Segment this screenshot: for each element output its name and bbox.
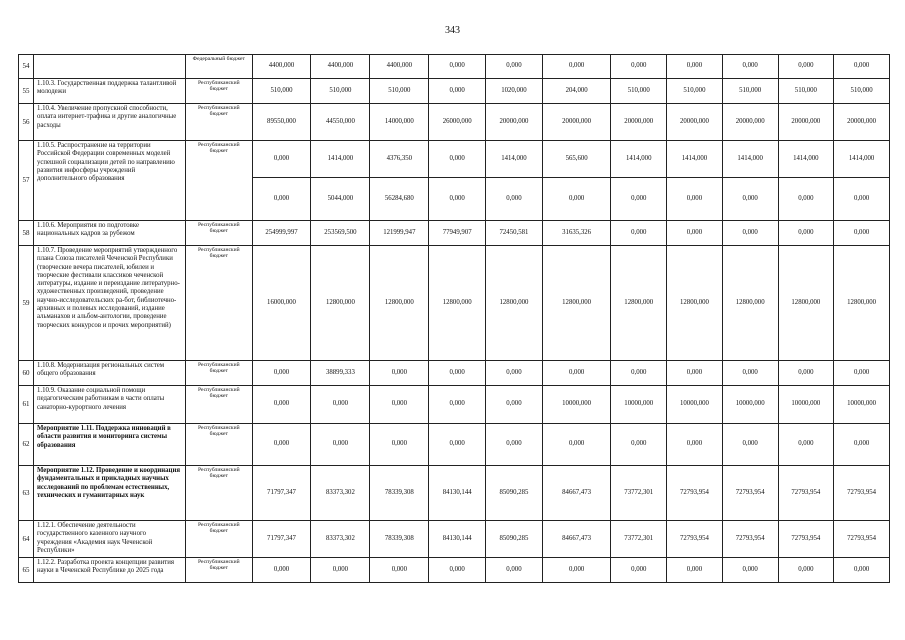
amount-cell: 0,000	[542, 178, 611, 221]
activity-name: Мероприятие 1.11. Поддержка инноваций в области развития и мониторинга системы образования	[33, 424, 185, 466]
amount-cell: 72793,954	[722, 521, 778, 558]
amount-cell: 0,000	[667, 558, 723, 583]
activity-name	[33, 55, 185, 79]
amount-cell: 12800,000	[667, 246, 723, 361]
amount-cell: 84667,473	[542, 466, 611, 521]
amount-cell: 12800,000	[429, 246, 486, 361]
amount-cell: 0,000	[778, 424, 834, 466]
amount-cell: 0,000	[486, 361, 543, 386]
amount-cell: 84130,144	[429, 521, 486, 558]
amount-cell: 73772,301	[611, 521, 667, 558]
row-number: 56	[19, 104, 34, 141]
amount-cell: 26000,000	[429, 104, 486, 141]
funding-source: Республиканский бюджет	[186, 558, 252, 583]
amount-cell: 1414,000	[778, 141, 834, 178]
funding-source: Республиканский бюджет	[186, 221, 252, 246]
amount-cell: 0,000	[834, 55, 890, 79]
amount-cell: 0,000	[311, 386, 370, 424]
amount-cell: 4400,000	[370, 55, 429, 79]
amount-cell: 16000,000	[252, 246, 311, 361]
amount-cell: 0,000	[429, 55, 486, 79]
activity-name: 1.10.7. Проведение мероприятий утвержденного плана Союза писателей Чеченской Республики (творческие вечера писателей, юбилеи и творческие фестивали классиков чеченской литературы, издание и переиздание литературно-художественных произведений, проведение научно-исследовательских ра-бот, библиотечно-архивных и полевых исследований, издание альманахов и альбом-антологии, проведение творческих конкурсов и прочих мероприятий)	[33, 246, 185, 361]
amount-cell: 84130,144	[429, 466, 486, 521]
activity-name: 1.10.3. Государственная поддержка талантливой молодежи	[33, 79, 185, 104]
amount-cell: 10000,000	[542, 386, 611, 424]
amount-cell: 0,000	[486, 386, 543, 424]
amount-cell: 510,000	[722, 79, 778, 104]
amount-cell: 0,000	[252, 361, 311, 386]
funding-source: Республиканский бюджет	[186, 246, 252, 361]
amount-cell: 31635,326	[542, 221, 611, 246]
row-number: 65	[19, 558, 34, 583]
amount-cell: 73772,301	[611, 466, 667, 521]
table-row	[19, 79, 890, 104]
amount-cell: 0,000	[486, 178, 543, 221]
row-number: 54	[19, 55, 34, 79]
amount-cell: 12800,000	[834, 246, 890, 361]
activity-name: 1.12.2. Разработка проекта концепции развития науки в Чеченской Республике до 2025 года	[33, 558, 185, 583]
amount-cell: 12800,000	[778, 246, 834, 361]
amount-cell: 83373,302	[311, 521, 370, 558]
amount-cell: 0,000	[486, 55, 543, 79]
table-row	[19, 104, 890, 141]
amount-cell: 254999,997	[252, 221, 311, 246]
table-row	[19, 55, 890, 79]
table-row	[19, 424, 890, 466]
table-row	[19, 466, 890, 521]
amount-cell: 510,000	[778, 79, 834, 104]
amount-cell: 0,000	[778, 361, 834, 386]
amount-cell: 0,000	[611, 221, 667, 246]
funding-source: Федеральный бюджет	[186, 55, 252, 79]
amount-cell: 84667,473	[542, 521, 611, 558]
amount-cell: 0,000	[611, 55, 667, 79]
amount-cell: 0,000	[722, 424, 778, 466]
amount-cell: 85090,285	[486, 466, 543, 521]
amount-cell: 0,000	[611, 361, 667, 386]
amount-cell: 72793,954	[834, 521, 890, 558]
amount-cell: 0,000	[542, 558, 611, 583]
amount-cell: 20000,000	[667, 104, 723, 141]
amount-cell: 0,000	[722, 178, 778, 221]
row-number: 64	[19, 521, 34, 558]
amount-cell: 0,000	[778, 55, 834, 79]
amount-cell: 10000,000	[722, 386, 778, 424]
amount-cell: 1414,000	[311, 141, 370, 178]
amount-cell: 0,000	[667, 361, 723, 386]
amount-cell: 20000,000	[611, 104, 667, 141]
funding-source: Республиканский бюджет	[186, 104, 252, 141]
amount-cell: 0,000	[370, 361, 429, 386]
amount-cell: 0,000	[486, 424, 543, 466]
amount-cell: 72793,954	[667, 521, 723, 558]
amount-cell: 565,600	[542, 141, 611, 178]
amount-cell: 510,000	[834, 79, 890, 104]
amount-cell: 0,000	[834, 221, 890, 246]
amount-cell: 12800,000	[486, 246, 543, 361]
amount-cell: 72450,581	[486, 221, 543, 246]
amount-cell: 204,000	[542, 79, 611, 104]
amount-cell: 12800,000	[542, 246, 611, 361]
amount-cell: 20000,000	[542, 104, 611, 141]
amount-cell: 0,000	[722, 558, 778, 583]
amount-cell: 20000,000	[722, 104, 778, 141]
amount-cell: 5044,000	[311, 178, 370, 221]
amount-cell: 510,000	[370, 79, 429, 104]
funding-source: Республиканский бюджет	[186, 386, 252, 424]
table-row	[19, 141, 890, 178]
funding-source: Республиканский бюджет	[186, 361, 252, 386]
amount-cell: 510,000	[311, 79, 370, 104]
amount-cell: 1414,000	[486, 141, 543, 178]
amount-cell: 10000,000	[611, 386, 667, 424]
amount-cell: 72793,954	[722, 466, 778, 521]
amount-cell: 0,000	[311, 558, 370, 583]
amount-cell: 56284,680	[370, 178, 429, 221]
table-body	[19, 55, 890, 583]
amount-cell: 10000,000	[667, 386, 723, 424]
amount-cell: 0,000	[611, 178, 667, 221]
amount-cell: 0,000	[429, 558, 486, 583]
amount-cell: 1414,000	[722, 141, 778, 178]
amount-cell: 0,000	[429, 424, 486, 466]
row-number: 62	[19, 424, 34, 466]
amount-cell: 1414,000	[834, 141, 890, 178]
funding-source: Республиканский бюджет	[186, 521, 252, 558]
table-row	[19, 386, 890, 424]
amount-cell: 83373,302	[311, 466, 370, 521]
amount-cell: 0,000	[722, 361, 778, 386]
amount-cell: 0,000	[252, 141, 311, 178]
amount-cell: 71797,347	[252, 521, 311, 558]
amount-cell: 12800,000	[311, 246, 370, 361]
amount-cell: 0,000	[778, 558, 834, 583]
row-number: 57	[19, 141, 34, 221]
amount-cell: 0,000	[429, 361, 486, 386]
amount-cell: 10000,000	[778, 386, 834, 424]
amount-cell: 0,000	[778, 221, 834, 246]
amount-cell: 0,000	[667, 55, 723, 79]
funding-source: Республиканский бюджет	[186, 424, 252, 466]
amount-cell: 0,000	[370, 424, 429, 466]
amount-cell: 0,000	[722, 55, 778, 79]
amount-cell: 20000,000	[486, 104, 543, 141]
amount-cell: 1414,000	[667, 141, 723, 178]
amount-cell: 0,000	[542, 424, 611, 466]
amount-cell: 38899,333	[311, 361, 370, 386]
amount-cell: 0,000	[429, 79, 486, 104]
amount-cell: 0,000	[667, 221, 723, 246]
funding-source: Республиканский бюджет	[186, 79, 252, 104]
amount-cell: 1020,000	[486, 79, 543, 104]
activity-name: 1.10.4. Увеличение пропускной способности, оплата интернет-трафика и другие аналогичные расходы	[33, 104, 185, 141]
amount-cell: 0,000	[542, 361, 611, 386]
amount-cell: 0,000	[311, 424, 370, 466]
amount-cell: 0,000	[834, 361, 890, 386]
amount-cell: 0,000	[429, 178, 486, 221]
row-number: 55	[19, 79, 34, 104]
amount-cell: 0,000	[486, 558, 543, 583]
amount-cell: 78339,308	[370, 521, 429, 558]
amount-cell: 20000,000	[834, 104, 890, 141]
amount-cell: 0,000	[778, 178, 834, 221]
row-number: 59	[19, 246, 34, 361]
amount-cell: 0,000	[834, 558, 890, 583]
amount-cell: 4376,350	[370, 141, 429, 178]
activity-name: 1.10.5. Распространение на территории Российской Федерации современных моделей успешной социализации детей по направлению развития инфосферы учреждений дополнительного образования	[33, 141, 185, 221]
funding-source: Республиканский бюджет	[186, 466, 252, 521]
amount-cell: 20000,000	[778, 104, 834, 141]
activity-name: 1.10.9. Оказание социальной помощи педагогическим работникам в части оплаты санаторно-курортного лечения	[33, 386, 185, 424]
amount-cell: 12800,000	[611, 246, 667, 361]
row-number: 61	[19, 386, 34, 424]
amount-cell: 12800,000	[370, 246, 429, 361]
amount-cell: 4400,000	[252, 55, 311, 79]
amount-cell: 0,000	[429, 141, 486, 178]
amount-cell: 0,000	[542, 55, 611, 79]
amount-cell: 0,000	[252, 386, 311, 424]
amount-cell: 0,000	[834, 424, 890, 466]
amount-cell: 77949,907	[429, 221, 486, 246]
amount-cell: 89550,000	[252, 104, 311, 141]
amount-cell: 4400,000	[311, 55, 370, 79]
table-row	[19, 558, 890, 583]
amount-cell: 510,000	[252, 79, 311, 104]
row-number: 58	[19, 221, 34, 246]
amount-cell: 0,000	[611, 558, 667, 583]
budget-table	[18, 54, 890, 583]
amount-cell: 0,000	[370, 386, 429, 424]
table-row	[19, 221, 890, 246]
amount-cell: 0,000	[252, 424, 311, 466]
amount-cell: 1414,000	[611, 141, 667, 178]
amount-cell: 0,000	[667, 178, 723, 221]
amount-cell: 14000,000	[370, 104, 429, 141]
amount-cell: 72793,954	[778, 466, 834, 521]
amount-cell: 253569,500	[311, 221, 370, 246]
amount-cell: 121999,947	[370, 221, 429, 246]
amount-cell: 0,000	[611, 424, 667, 466]
amount-cell: 0,000	[834, 178, 890, 221]
amount-cell: 72793,954	[834, 466, 890, 521]
amount-cell: 71797,347	[252, 466, 311, 521]
row-number: 60	[19, 361, 34, 386]
table-row	[19, 246, 890, 361]
funding-source: Республиканский бюджет	[186, 141, 252, 221]
amount-cell: 0,000	[429, 386, 486, 424]
activity-name: 1.10.8. Модернизация региональных систем общего образования	[33, 361, 185, 386]
amount-cell: 72793,954	[667, 466, 723, 521]
page-number: 343	[445, 25, 460, 36]
activity-name: 1.12.1. Обеспечение деятельности государственного казенного научного учреждения «Академия наук Чеченской Республики»	[33, 521, 185, 558]
activity-name: 1.10.6. Мероприятия по подготовке национальных кадров за рубежом	[33, 221, 185, 246]
amount-cell: 44550,000	[311, 104, 370, 141]
amount-cell: 0,000	[252, 178, 311, 221]
table-row	[19, 361, 890, 386]
row-number: 63	[19, 466, 34, 521]
amount-cell: 78339,308	[370, 466, 429, 521]
amount-cell: 85090,285	[486, 521, 543, 558]
amount-cell: 0,000	[370, 558, 429, 583]
amount-cell: 510,000	[667, 79, 723, 104]
amount-cell: 10000,000	[834, 386, 890, 424]
table-row	[19, 521, 890, 558]
amount-cell: 0,000	[252, 558, 311, 583]
activity-name: Мероприятие 1.12. Проведение и координация фундаментальных и прикладных научных исследований по проблемам естественных, технических и гуманитарных наук	[33, 466, 185, 521]
amount-cell: 0,000	[722, 221, 778, 246]
amount-cell: 12800,000	[722, 246, 778, 361]
amount-cell: 510,000	[611, 79, 667, 104]
amount-cell: 0,000	[667, 424, 723, 466]
amount-cell: 72793,954	[778, 521, 834, 558]
